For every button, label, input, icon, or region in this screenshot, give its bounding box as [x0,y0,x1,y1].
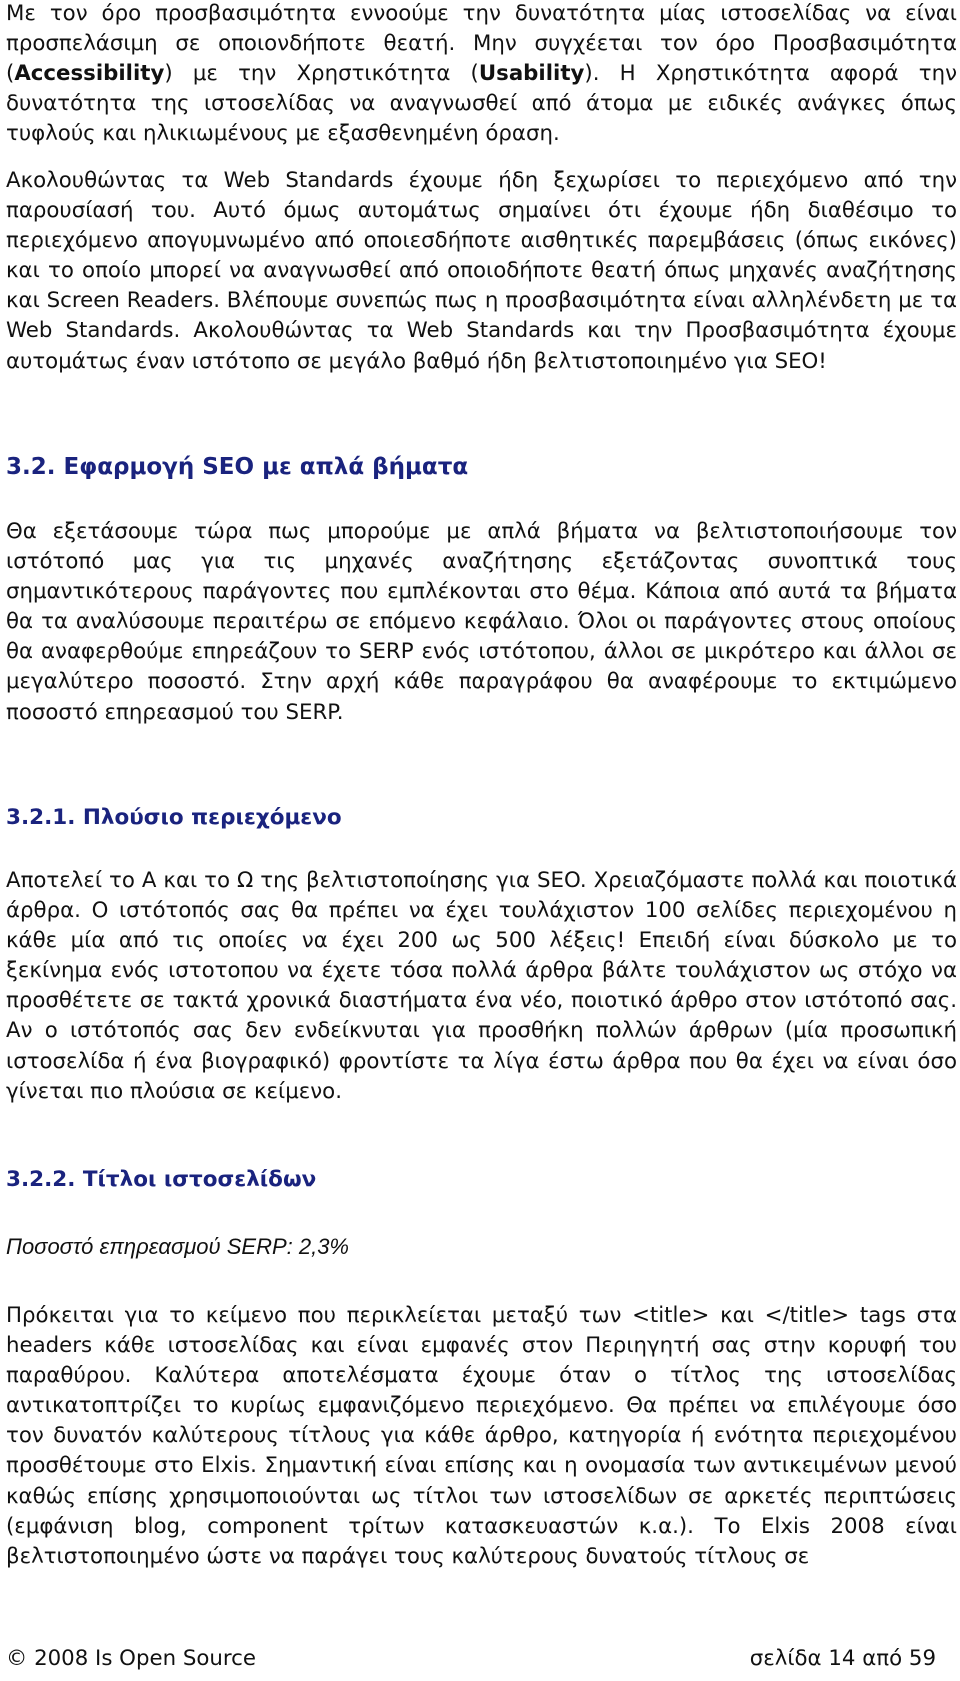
copyright-text: © 2008 Is Open Source [6,1646,256,1671]
accessibility-term: Accessibility [14,61,165,87]
page-number: σελίδα 14 από 59 [749,1646,936,1671]
intro-text-d: ). Η Χρηστικότητα αφορά την δυνατότητα της ιστοσελίδας να αναγνωσθεί από άτομα με ειδικές ανάγκες όπως τυφλούς και ηλικιωμένους με εξασθενημένη όραση. [6,61,957,147]
section-3-2-1-heading: 3.2.1. Πλούσιο περιεχόμενο [6,805,342,830]
section-3-2-1-body: Αποτελεί το Α και το Ω της βελτιστοποίησης για SEO. Χρειαζόμαστε πολλά και ποιοτικά άρθρα. Ο ιστότοπός σας θα πρέπει να έχει τουλάχιστον 100 σελίδες περιεχομένου η κάθε μία από τις οποίες να έχει 200 ως 500 λέξεις! Επειδή είναι δύσκολο με το ξεκίνημα ενός ιστοτοπου να έχετε τόσα πολλά άρθρα βάλτε τουλάχιστον ως στόχο να προσθέτετε σε τακτά χρονικά διαστήματα ένα νέο, ποιοτικό άρθρο στον ιστότοπό σας. Αν ο ιστότοπός σας δεν ενδείκνυται για προσθήκη πολλών άρθρων (μία προσωπική ιστοσελίδα ή ένα βιογραφικό) φροντίστε τα λίγα έστω άρθρα που θα έχει να είναι όσο γίνεται πιο πλούσια σε κείμενο. [6,868,957,1104]
section-3-2-2-body: Πρόκειται για το κείμενο που περικλείεται μεταξύ των <title> και </title> tags στα headers κάθε ιστοσελίδας και είναι εμφανές στον Περιηγητή σας στην κορυφή του παραθύρου. Καλύτερα αποτελέσματα έχουμε όταν ο τίτλος της ιστοσελίδας αντικατοπτρίζει το κυρίως εμφανιζόμενο περιεχόμενο. Θα πρέπει να επιλέγουμε όσο τον δυνατόν καλύτερους τίτλους για κάθε άρθρο, κατηγορία ή ενότητα περιεχομένου προσθέτουμε στο Elxis. Σημαντική είναι επίσης και η ονομασία των αντικειμένων μενού καθώς επίσης χρησιμοποιούνται ως τίτλοι των ιστοσελίδων σε αρκετές περιπτώσεις (εμφάνιση blog, component τρίτων κατασκευαστών κ.α.). Το Elxis 2008 είναι βελτιστοποιημένο ώστε να παράγει τους καλύτερους δυνατούς τίτλους σε [6,1303,957,1569]
section-3-2-2-heading: 3.2.2. Τίτλοι ιστοσελίδων [6,1167,317,1192]
intro-text-c: ) με την Χρηστικότητα ( [164,61,479,87]
section-3-2-heading: 3.2. Εφαρμογή SEO με απλά βήματα [6,454,469,480]
intro-paragraph-2: Ακολουθώντας τα Web Standards έχουμε ήδη ξεχωρίσει το περιεχόμενο από την παρουσίασή του. Αυτό όμως αυτομάτως σημαίνει ότι έχουμε ήδη διαθέσιμο το περιεχόμενο απογυμνωμένο από οποιεσδήποτε αισθητικές παρεμβάσεις (όπως εικόνες) και το οποίο μπορεί να αναγνωσθεί από οποιοδήποτε θεατή όπως μηχανές αναζήτησης και Screen Readers. Βλέπουμε συνεπώς πως η προσβασιμότητα είναι αλληλένδετη με τα Web Standards. Ακολουθώντας τα Web Standards και την Προσβασιμότητα έχουμε αυτομάτως έναν ιστότοπο σε μεγάλο βαθμό ήδη βελτιστοποιημένο για SEO! [6,168,957,374]
serp-percentage-note: Ποσοστό επηρεασμού SERP: 2,3% [6,1234,349,1259]
intro-paragraph-1 [6,0,957,149]
usability-term: Usability [478,61,585,87]
section-3-2-body: Θα εξετάσουμε τώρα πως μπορούμε με απλά βήματα να βελτιστοποιήσουμε τον ιστότοπό μας για τις μηχανές αναζήτησης εξετάζοντας συνοπτικά τους σημαντικότερους παράγοντες που εμπλέκονται στο θέμα. Κάποια από αυτά τα βήματα θα τα αναλύσουμε περαιτέρω σε επόμενο κεφάλαιο. Όλοι οι παράγοντες στους οποίους θα αναφερθούμε επηρεάζουν το SERP ενός ιστότοπου, άλλοι σε μικρότερο και άλλοι σε μεγαλύτερο ποσοστό. Στην αρχή κάθε παραγράφου θα αναφέρουμε το εκτιμώμενο ποσοστό επηρεασμού του SERP. [6,519,957,725]
page-footer [6,1644,936,1676]
intro-text-a: Με τον όρο προσβασιμότητα εννοούμε την δυνατότητα μίας ιστοσελίδας να είναι προσπελάσιμη σε οποιονδήποτε θεατή. Μην συγχέεται τον όρο Προσβασιμότητα ( [6,1,957,87]
